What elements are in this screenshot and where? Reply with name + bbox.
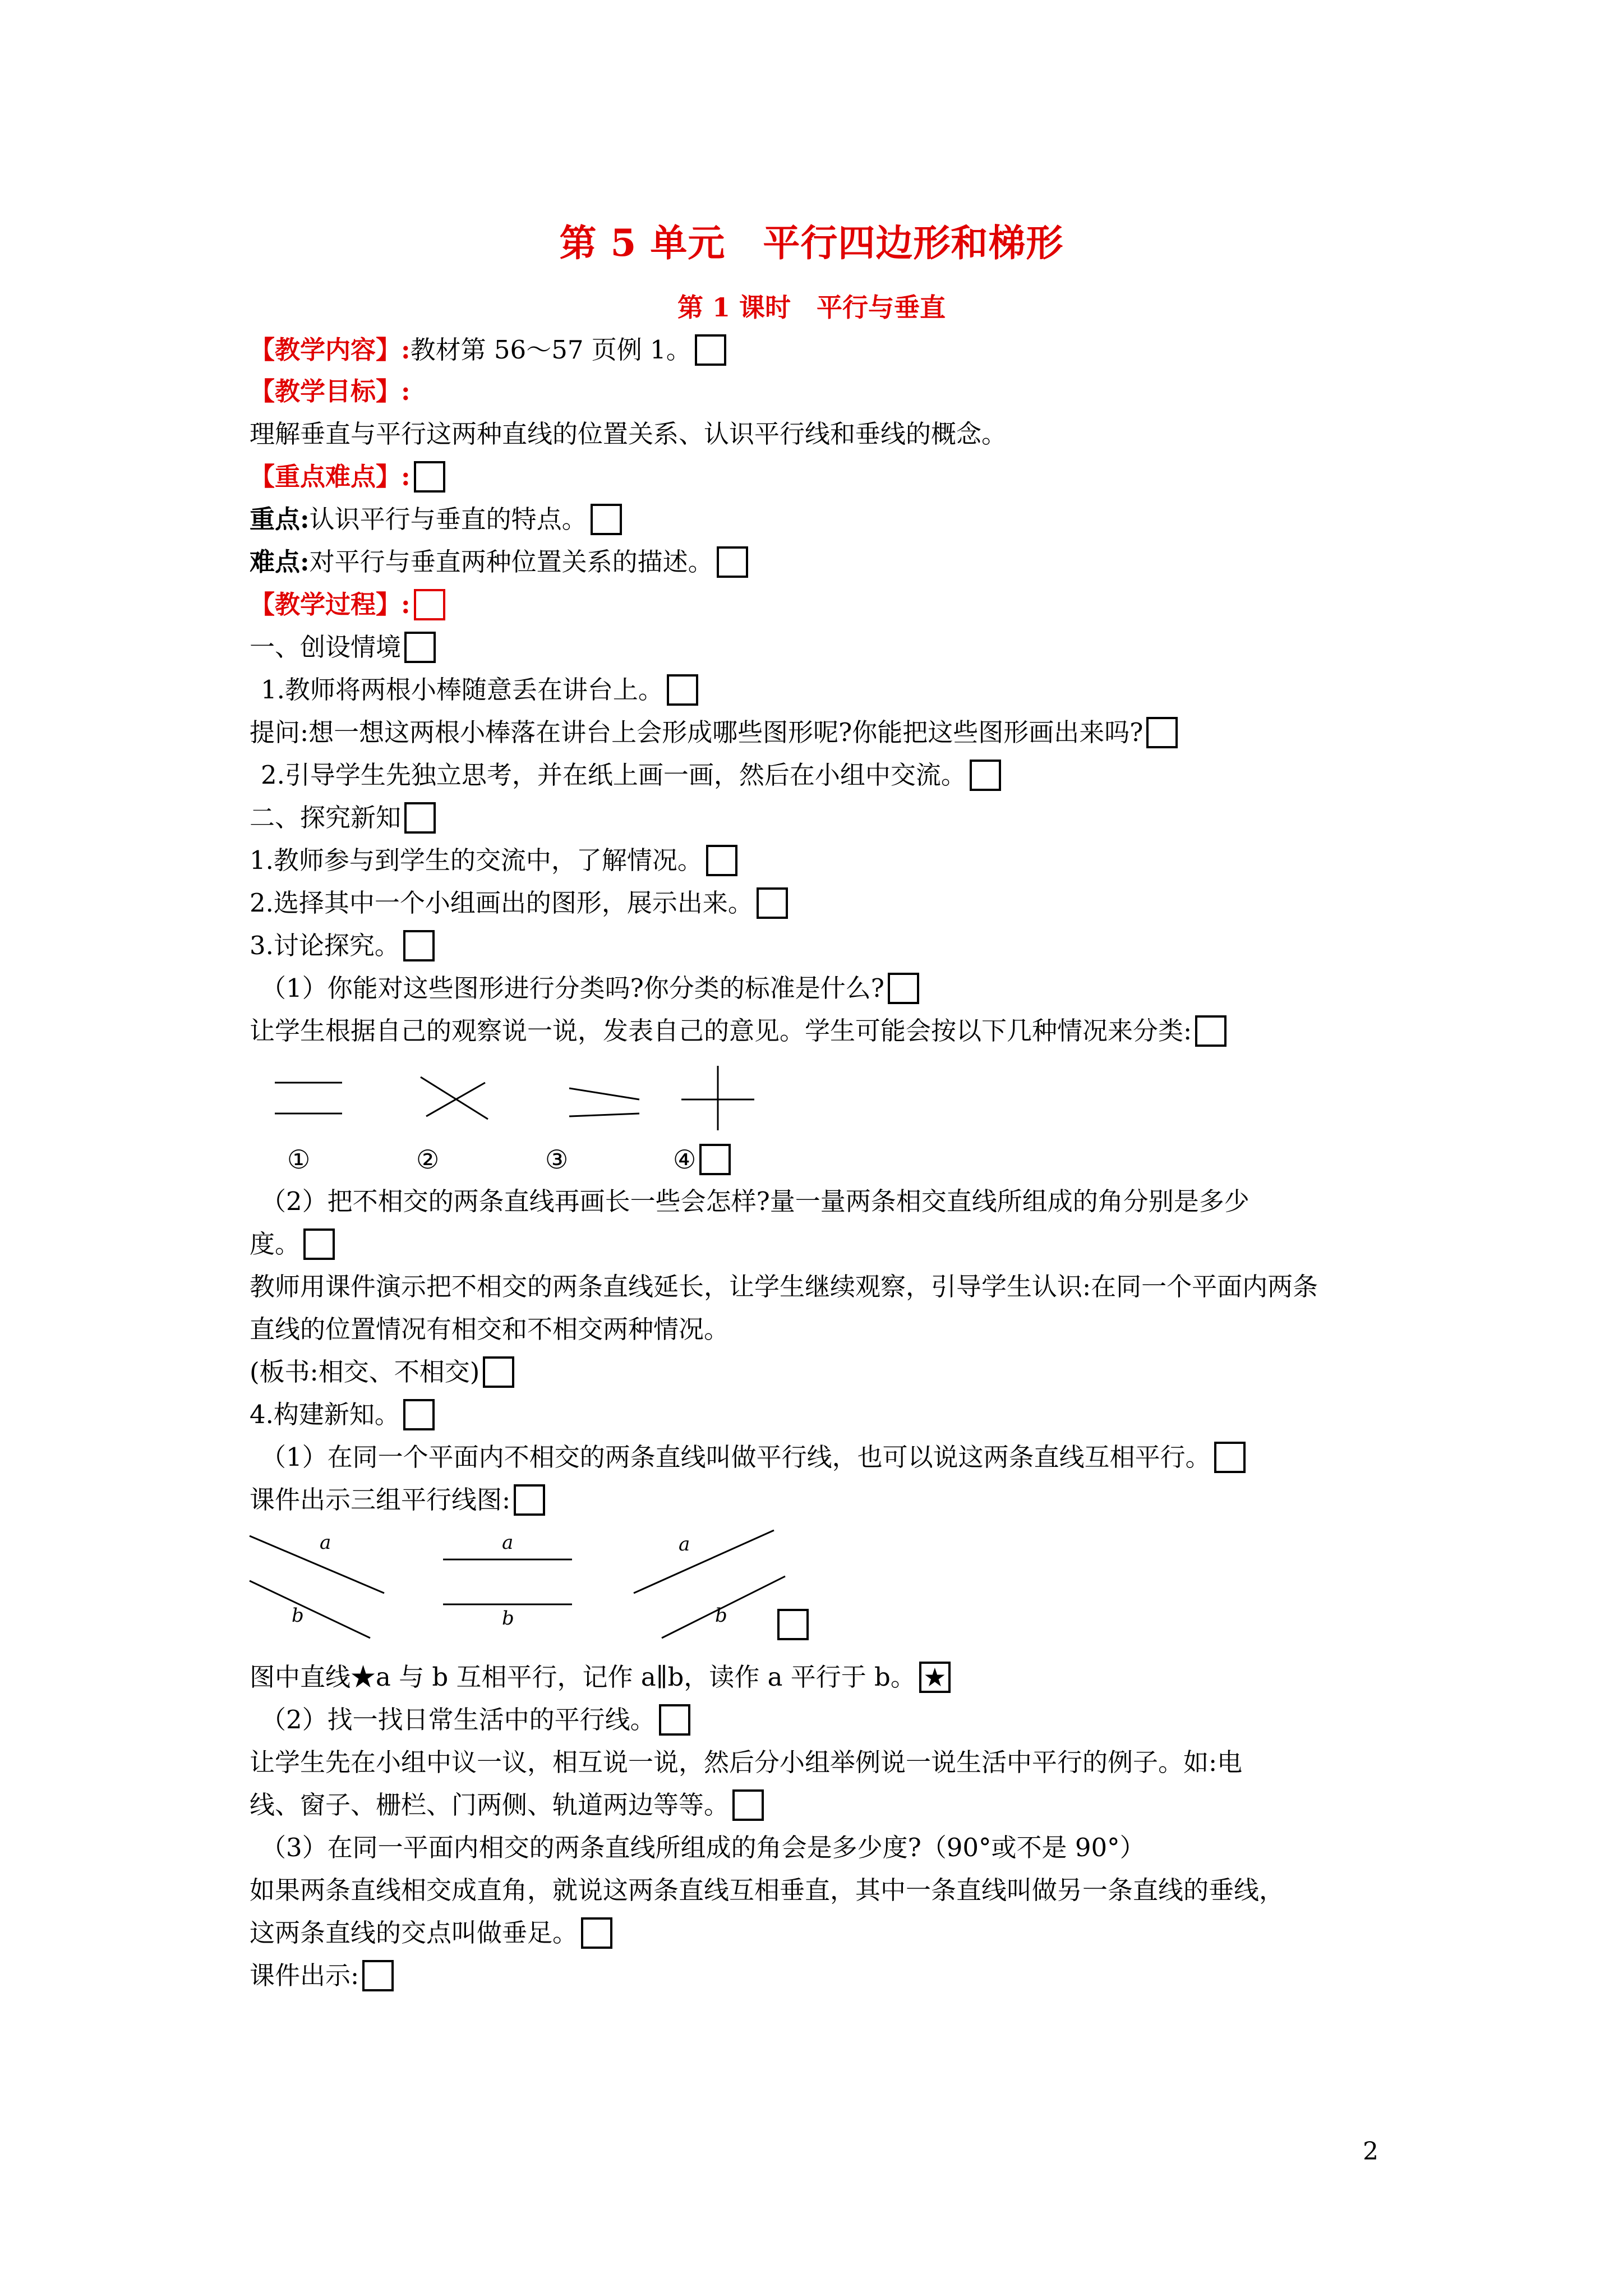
teaching-content-text: 教材第 56～57 页例 1。 bbox=[410, 335, 691, 365]
explore-step-1 bbox=[250, 844, 737, 878]
checkbox[interactable] bbox=[717, 546, 748, 578]
figure-checkbox-wrap bbox=[774, 1611, 809, 1642]
demo-line-1: 教师用课件演示把不相交的两条直线延长，让学生继续观察，引导学生认识:在同一个平面内两条 bbox=[250, 1272, 1318, 1301]
question-text: 提问:想一想这两根小棒落在讲台上会形成哪些图形呢?你能把这些图形画出来吗? bbox=[250, 717, 1144, 747]
key-difficulty-label: 【重点难点】: bbox=[250, 462, 411, 491]
key-point-label: 重点: bbox=[250, 504, 310, 534]
explore-step-1-text: 1.教师参与到学生的交流中，了解情况。 bbox=[250, 845, 703, 875]
checkbox[interactable] bbox=[303, 1228, 335, 1260]
checkbox[interactable] bbox=[777, 1609, 809, 1640]
checkbox[interactable] bbox=[699, 1144, 731, 1175]
page-number: 2 bbox=[1363, 2137, 1378, 2166]
checkbox[interactable] bbox=[414, 461, 445, 493]
explore-step-3-text: 3.讨论探究。 bbox=[250, 931, 400, 960]
teaching-process-label: 【教学过程】: bbox=[250, 590, 411, 619]
perpendicular-definition-2-text: 这两条直线的交点叫做垂足。 bbox=[250, 1918, 578, 1948]
parallel-definition-text: （1）在同一个平面内不相交的两条直线叫做平行线，也可以说这两条直线互相平行。 bbox=[261, 1442, 1211, 1472]
teaching-goal-line bbox=[250, 375, 411, 408]
figure-number-2: ② bbox=[416, 1144, 440, 1175]
checkbox[interactable] bbox=[514, 1484, 545, 1516]
difficulty-line bbox=[250, 545, 748, 580]
checkbox[interactable] bbox=[1146, 717, 1178, 748]
checkbox[interactable] bbox=[970, 760, 1001, 791]
step-two-text: 2.引导学生先独立思考，并在纸上画一画，然后在小组中交流。 bbox=[261, 760, 966, 790]
teaching-process-line bbox=[250, 588, 445, 623]
checkbox[interactable] bbox=[403, 1399, 435, 1430]
classification-line bbox=[250, 1014, 1227, 1049]
goal-text: 理解垂直与平行这两种直线的位置关系、认识平行线和垂线的概念。 bbox=[250, 419, 1007, 449]
checkbox[interactable] bbox=[404, 802, 436, 834]
classification-text: 让学生根据自己的观察说一说，发表自己的意见。学生可能会按以下几种情况来分类: bbox=[250, 1016, 1192, 1046]
checkbox[interactable] bbox=[659, 1704, 690, 1736]
find-parallel-lines bbox=[261, 1703, 690, 1738]
step-one-text: 1.教师将两根小棒随意丢在讲台上。 bbox=[261, 675, 663, 705]
teaching-goal-label: 【教学目标】: bbox=[250, 376, 411, 406]
courseware-show bbox=[250, 1959, 394, 1994]
teaching-content-label: 【教学内容】: bbox=[250, 335, 411, 365]
step-one-line bbox=[261, 673, 698, 708]
checkbox[interactable] bbox=[1214, 1442, 1246, 1473]
key-point-text: 认识平行与垂直的特点。 bbox=[309, 504, 587, 534]
sub-question-1 bbox=[261, 972, 919, 1006]
life-examples-1: 让学生先在小组中议一议，相互说一说，然后分小组举例说一说生活中平行的例子。如:电 bbox=[250, 1747, 1243, 1777]
unit-title: 第 5 单元 平行四边形和梯形 bbox=[559, 221, 1064, 265]
parallel-figures-intro bbox=[250, 1483, 545, 1518]
checkbox[interactable] bbox=[403, 930, 435, 961]
checkbox[interactable] bbox=[695, 334, 726, 366]
label-a-2: a bbox=[502, 1531, 514, 1554]
find-parallel-lines-text: （2）找一找日常生活中的平行线。 bbox=[261, 1705, 656, 1734]
label-a-1: a bbox=[320, 1531, 331, 1554]
checkbox[interactable] bbox=[404, 632, 436, 663]
key-difficulty-line bbox=[250, 460, 445, 495]
explore-step-3 bbox=[250, 929, 435, 964]
teaching-content-line bbox=[250, 333, 726, 368]
board-note-text: (板书:相交、不相交) bbox=[250, 1357, 480, 1387]
section-two-heading bbox=[250, 801, 436, 836]
lesson-subtitle: 第 1 课时 平行与垂直 bbox=[677, 292, 946, 323]
checkbox[interactable] bbox=[1195, 1015, 1227, 1047]
parallel-definition bbox=[261, 1441, 1246, 1475]
checkbox[interactable] bbox=[706, 845, 737, 876]
line-figures bbox=[264, 1060, 802, 1133]
checkbox[interactable] bbox=[362, 1960, 394, 1991]
checkbox[interactable] bbox=[667, 674, 698, 706]
checkbox[interactable] bbox=[581, 1917, 612, 1949]
figure-number-3: ③ bbox=[545, 1144, 569, 1175]
board-note bbox=[250, 1355, 514, 1390]
section-one-heading bbox=[250, 631, 436, 665]
star-checkbox[interactable]: ★ bbox=[919, 1662, 951, 1693]
key-point-line bbox=[250, 503, 622, 537]
sub-question-1-text: （1）你能对这些图形进行分类吗?你分类的标准是什么? bbox=[261, 973, 884, 1003]
figure-number-1: ① bbox=[287, 1144, 311, 1175]
label-b-2: b bbox=[502, 1607, 514, 1630]
parallel-figures-intro-text: 课件出示三组平行线图: bbox=[250, 1485, 511, 1515]
demo-line-2: 直线的位置情况有相交和不相交两种情况。 bbox=[250, 1314, 730, 1344]
figure-number-4-line bbox=[673, 1144, 731, 1177]
sub-question-2: （2）把不相交的两条直线再画长一些会怎样?量一量两条相交直线所组成的角分别是多少 bbox=[261, 1186, 1249, 1216]
difficulty-text: 对平行与垂直两种位置关系的描述。 bbox=[309, 547, 713, 577]
perpendicular-definition-2 bbox=[250, 1916, 612, 1951]
checkbox[interactable] bbox=[888, 973, 919, 1004]
section-one-text: 一、创设情境 bbox=[250, 632, 402, 662]
perpendicular-definition-1: 如果两条直线相交成直角，就说这两条直线互相垂直，其中一条直线叫做另一条直线的垂线， bbox=[250, 1875, 1285, 1905]
section-two-text: 二、探究新知 bbox=[250, 803, 402, 832]
sub-question-2-cont bbox=[250, 1227, 335, 1262]
checkbox[interactable] bbox=[483, 1356, 514, 1388]
checkbox[interactable] bbox=[757, 887, 788, 919]
figure-number-4: ④ bbox=[673, 1144, 697, 1175]
build-knowledge-text: 4.构建新知。 bbox=[250, 1400, 400, 1429]
parallel-notation-text: 图中直线★a 与 b 互相平行，记作 a∥b，读作 a 平行于 b。 bbox=[250, 1662, 916, 1692]
sub-question-2-cont-text: 度。 bbox=[250, 1229, 301, 1259]
life-examples-2 bbox=[250, 1788, 764, 1823]
checkbox[interactable] bbox=[414, 589, 445, 620]
courseware-show-text: 课件出示: bbox=[250, 1961, 359, 1990]
difficulty-label: 难点: bbox=[250, 547, 310, 577]
parallel-notation bbox=[250, 1660, 951, 1695]
label-b-1: b bbox=[292, 1604, 304, 1627]
explore-step-2 bbox=[250, 886, 788, 921]
checkbox[interactable] bbox=[732, 1789, 764, 1821]
explore-step-2-text: 2.选择其中一个小组画出的图形，展示出来。 bbox=[250, 888, 753, 918]
question-line bbox=[250, 716, 1178, 751]
label-a-3: a bbox=[679, 1533, 690, 1556]
life-examples-2-text: 线、窗子、栅栏、门两侧、轨道两边等等。 bbox=[250, 1790, 730, 1820]
label-b-3: b bbox=[715, 1604, 727, 1627]
checkbox[interactable] bbox=[591, 504, 622, 535]
build-knowledge bbox=[250, 1398, 435, 1433]
step-two-line bbox=[261, 758, 1001, 793]
angle-question: （3）在同一平面内相交的两条直线所组成的角会是多少度?（90°或不是 90°） bbox=[261, 1833, 1145, 1862]
